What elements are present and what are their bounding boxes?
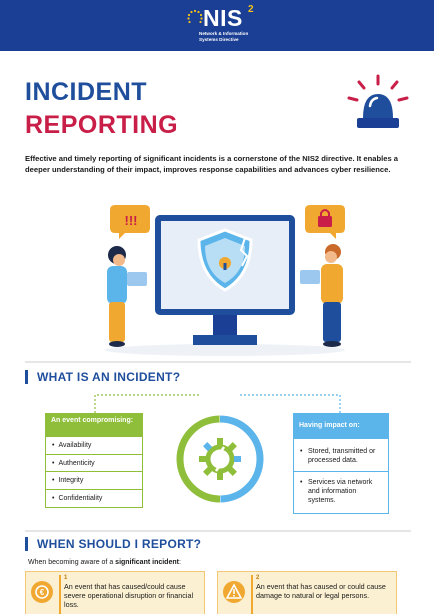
- impact-box: [293, 413, 389, 514]
- when-lead-bold: significant incident: [115, 559, 179, 566]
- report-criteria-card: [217, 571, 397, 614]
- list-item: • Services via network and information systems.: [294, 471, 388, 511]
- alert-bubble-icon: [110, 205, 150, 239]
- section-divider: [25, 361, 411, 363]
- section-bar: [25, 370, 28, 384]
- card-number: 2: [256, 575, 260, 581]
- financial-loss-icon: [31, 581, 53, 603]
- impact-header: Having impact on:: [293, 413, 389, 439]
- section-when-title: WHEN SHOULD I REPORT?: [37, 537, 202, 551]
- svg-text:€: €: [39, 588, 45, 597]
- section-what-title: WHAT IS AN INCIDENT?: [37, 370, 181, 384]
- logo-subtitle: Network & Information Systems Directive: [199, 31, 249, 42]
- card-number: 1: [64, 575, 68, 581]
- impact-list: [293, 439, 389, 514]
- logo-text: NIS: [203, 5, 243, 31]
- section-divider: [25, 530, 411, 532]
- intro-paragraph: Effective and timely reporting of significant incidents is a cornerstone of the NIS2 directive. It enables a deeper understanding of their impact, improves response capabilities and advances cyber resilience.: [25, 154, 399, 174]
- person-right-illustration: [300, 244, 343, 347]
- card-text: An event that has caused/could cause severe operational disruption or financial loss.: [64, 582, 194, 609]
- card-accent-bar: [59, 575, 61, 614]
- hero-illustration: [95, 200, 355, 360]
- when-lead-text: When becoming aware of a significant incident:: [28, 559, 181, 566]
- compromising-box: [45, 413, 143, 508]
- alert-bubble-text: !!!: [124, 213, 138, 228]
- list-item: • Authenticity: [46, 455, 142, 473]
- eu-stars-icon: [186, 9, 204, 27]
- section-bar: [25, 537, 28, 551]
- report-criteria-card: [25, 571, 205, 614]
- warning-person-icon: [223, 581, 245, 603]
- card-accent-bar: [251, 575, 253, 614]
- page-title-line2: REPORTING: [25, 111, 179, 139]
- list-item: • Integrity: [46, 472, 142, 490]
- compromising-list: [45, 437, 143, 508]
- card-text: An event that has caused or could cause damage to natural or legal persons.: [256, 582, 386, 600]
- top-banner: [0, 0, 434, 51]
- page-title-line1: INCIDENT: [25, 78, 148, 106]
- lock-bubble-icon: [305, 205, 345, 239]
- siren-icon: [345, 72, 411, 138]
- list-item: • Availability: [46, 437, 142, 455]
- person-left-illustration: [107, 246, 147, 347]
- section-what-header: [25, 370, 180, 384]
- list-item: • Stored, transmitted or processed data.: [294, 441, 388, 471]
- compromising-header: An event compromising:: [45, 413, 143, 437]
- list-item: • Confidentiality: [46, 490, 142, 508]
- section-when-header: [25, 537, 201, 551]
- incident-gear-icon: [170, 393, 270, 525]
- logo-superscript: 2: [248, 4, 254, 15]
